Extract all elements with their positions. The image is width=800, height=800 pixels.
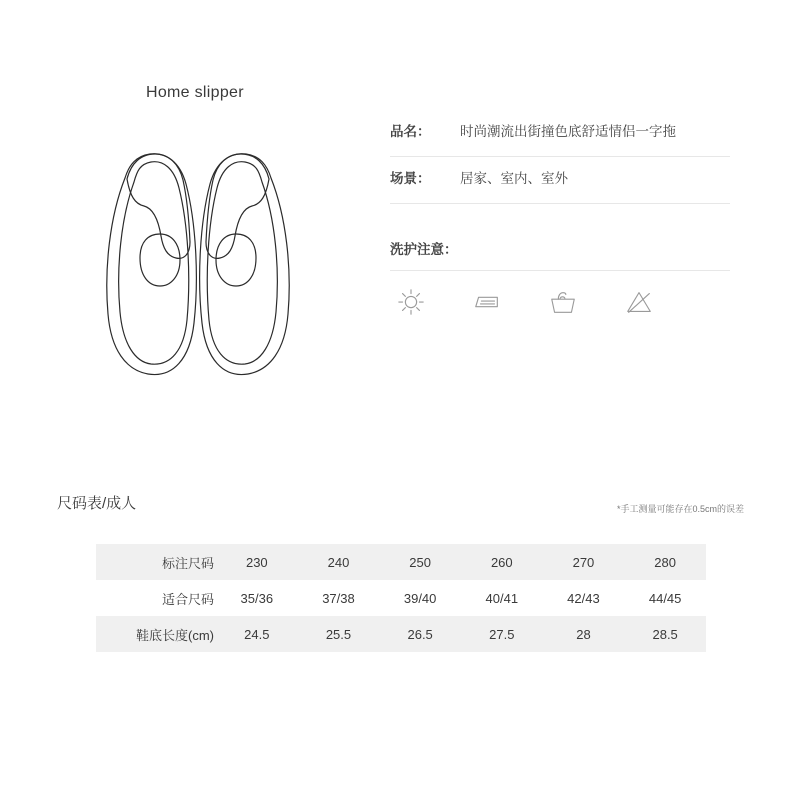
table-cell: 40/41: [485, 590, 519, 606]
table-cell: 35/36: [240, 590, 274, 606]
no-iron-icon: [472, 287, 502, 317]
info-label: 品名：: [390, 124, 431, 139]
table-cell: 25.5: [325, 626, 352, 642]
table-cell: 24.5: [244, 626, 270, 642]
table-cell: 240: [327, 554, 350, 570]
table-cell: 28: [576, 626, 591, 642]
info-value: 时尚潮流出街撞色底舒适情侣一字拖: [460, 124, 676, 139]
table-cell: 260: [490, 554, 513, 570]
info-value: 居家、室内、室外: [460, 170, 568, 186]
row-header: 鞋底长度(cm): [136, 627, 214, 643]
info-label: 场景：: [390, 170, 431, 186]
table-cell: 280: [654, 554, 676, 570]
info-row: [390, 110, 730, 157]
hand-wash-icon: [548, 287, 578, 317]
table-cell: 26.5: [407, 626, 433, 642]
size-chart-table: [96, 544, 706, 652]
row-header: 适合尺码: [161, 591, 214, 607]
table-row: [96, 616, 706, 652]
sun-dry-icon: [396, 287, 426, 317]
care-instructions-title: 洗护注意：: [390, 238, 730, 271]
table-cell: 42/43: [567, 590, 600, 606]
table-cell: 270: [572, 554, 595, 570]
row-header: 标注尺码: [161, 555, 214, 571]
table-cell: 39/40: [403, 590, 437, 606]
table-row: [96, 580, 706, 616]
table-cell: 250: [409, 554, 431, 570]
table-cell: 27.5: [489, 626, 515, 642]
product-info-panel: [390, 110, 730, 317]
table-cell: 37/38: [322, 590, 355, 606]
size-chart-note: *手工测量可能存在0.5cm的误差: [616, 504, 744, 514]
care-instructions-block: [390, 238, 730, 317]
no-bleach-icon: [624, 287, 654, 317]
page-title: Home slipper: [146, 84, 244, 101]
table-row: [96, 544, 706, 580]
slipper-pair-illustration: [78, 118, 318, 388]
table-cell: 28.5: [652, 626, 678, 642]
size-chart-title: 尺码表/成人: [57, 495, 137, 512]
table-cell: 230: [245, 554, 268, 570]
table-cell: 44/45: [648, 590, 682, 606]
care-icons-row: [390, 271, 730, 317]
info-row: [390, 157, 730, 204]
